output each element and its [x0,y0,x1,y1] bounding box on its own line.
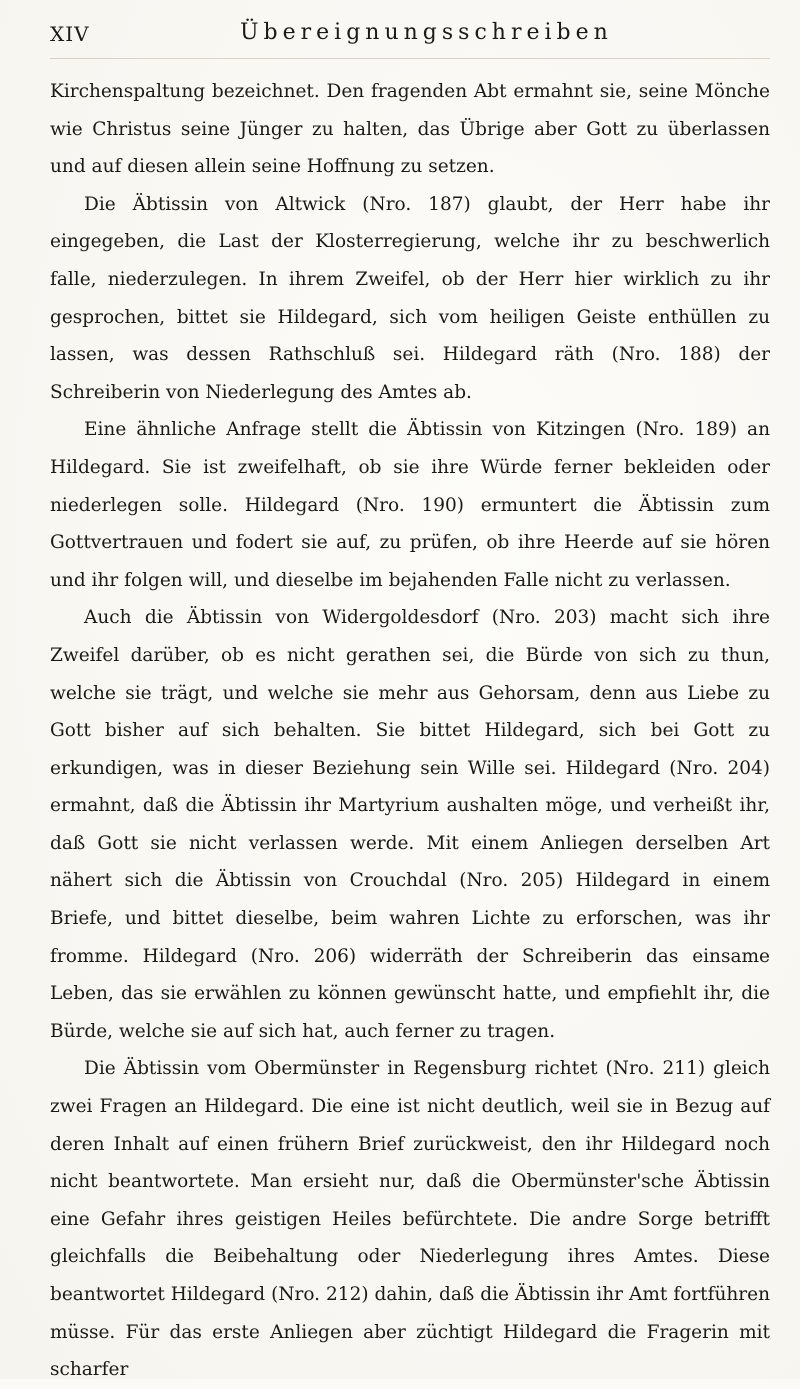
paragraph-4: Auch die Äbtissin von Widergoldesdorf (Nro. 203) macht sich ihre Zweifel darüber, ob es nicht gerathen sei, die Bürde von sich zu thun, welche sie trägt, und welche sie mehr aus Gehorsam, denn aus Liebe zu Gott bisher auf sich behalten. Sie bittet Hildegard, sich bei Gott zu erkundigen, was in dieser Beziehung sein Wille sei. Hildegard (Nro. 204) ermahnt, daß die Äbtissin ihr Martyrium aushalten möge, und verheißt ihr, daß Gott sie nicht verlassen werde. Mit einem Anliegen derselben Art nähert sich die Äbtissin von Crouchdal (Nro. 205) Hildegard in einem Briefe, und bittet dieselbe, beim wahren Lichte zu erforschen, was ihr fromme. Hildegard (Nro. 206) widerräth der Schreiberin das einsame Leben, das sie erwählen zu können gewünscht hatte, und empfiehlt ihr, die Bürde, welche sie auf sich hat, auch ferner zu tragen. [50,607,770,1042]
paragraph-2: Die Äbtissin von Altwick (Nro. 187) glaubt, der Herr habe ihr eingegeben, die Last der Klosterregierung, welche ihr zu beschwerlich falle, niederzulegen. In ihrem Zweifel, ob der Herr hier wirklich zu ihr gesprochen, bittet sie Hildegard, sich vom heiligen Geiste enthüllen zu lassen, was dessen Rathschluß sei. Hildegard räth (Nro. 188) der Schreiberin von Niederlegung des Amtes ab. [50,193,770,403]
paragraph-3: Eine ähnliche Anfrage stellt die Äbtissin von Kitzingen (Nro. 189) an Hildegard. Sie ist zweifelhaft, ob sie ihre Würde ferner bekleiden oder niederlegen solle. Hildegard (Nro. 190) ermuntert die Äbtissin zum Gottvertrauen und fodert sie auf, zu prüfen, ob ihre Heerde auf sie hören und ihr folgen will, und dieselbe im bejahenden Falle nicht zu verlassen. [50,419,770,591]
paragraph-1: Kirchenspaltung bezeichnet. Den fragenden Abt ermahnt sie, seine Mönche wie Christus seine Jünger zu halten, das Übrige aber Gott zu überlassen und auf diesen allein seine Hoffnung zu setzen. [50,81,770,178]
running-title: Übereignungsschreiben [240,20,613,45]
body-text [50,73,770,1389]
page-number: XIV [50,22,90,46]
paragraph-5: Die Äbtissin vom Obermünster in Regensburg richtet (Nro. 211) gleich zwei Fragen an Hildegard. Die eine ist nicht deutlich, weil sie in Bezug auf deren Inhalt auf einen frühern Brief zurückweist, den ihr Hildegard noch nicht beantwortete. Man ersieht nur, daß die Obermünster'sche Äbtissin eine Gefahr ihres geistigen Heiles befürchtete. Die andre Sorge betrifft gleichfalls die Beibehaltung oder Niederlegung ihres Amtes. Diese beantwortet Hildegard (Nro. 212) dahin, daß die Äbtissin ihr Amt fortführen müsse. Für das erste Anliegen aber züchtigt Hildegard die Fragerin mit scharfer [50,1058,770,1381]
running-head [50,18,770,59]
